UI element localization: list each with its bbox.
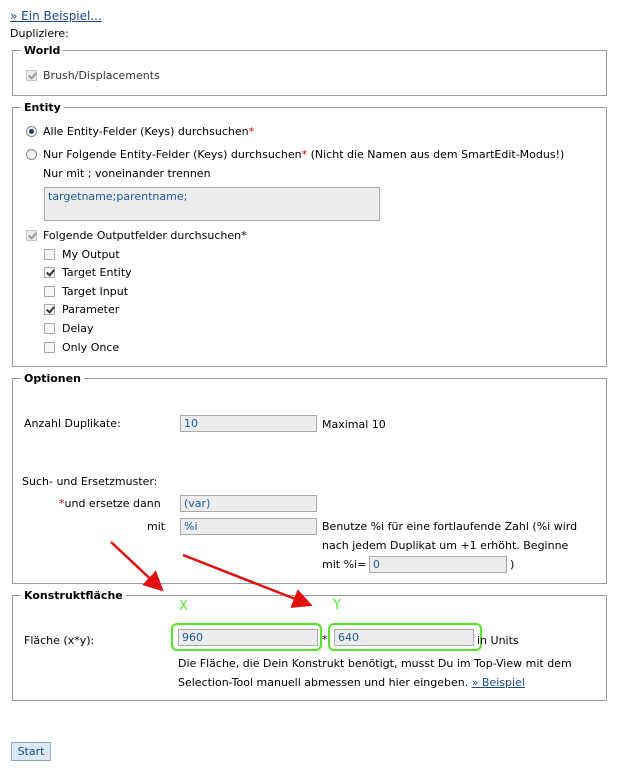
with-hint-line1: Benutze %i für eine fortlaufende Zahl (%i wird bbox=[322, 520, 578, 533]
close-paren: ) bbox=[510, 558, 515, 571]
options-legend: Optionen bbox=[21, 372, 84, 385]
times-sign: * bbox=[322, 633, 328, 646]
radio-all-label: Alle Entity-Felder (Keys) durchsuchen* bbox=[43, 125, 255, 138]
construct-hint-line1: Die Fläche, die Dein Konstrukt benötigt, musst Du im Top-View mit dem bbox=[178, 657, 572, 670]
arrow-to-x bbox=[111, 542, 160, 588]
arrow-to-y bbox=[183, 555, 308, 604]
construct-legend: Konstruktfläche bbox=[21, 589, 126, 602]
world-legend: World bbox=[21, 44, 63, 57]
output-label-target-input: Target Input bbox=[62, 285, 129, 298]
construct-hint-line2: Selection-Tool manuell abmessen und hier eingeben. » Beispiel bbox=[178, 676, 525, 689]
count-max: Maximal 10 bbox=[322, 418, 386, 431]
area-x-input[interactable]: 960 bbox=[178, 629, 318, 646]
with-hint-line2: nach jedem Duplikat um +1 erhöht. Beginne bbox=[322, 539, 569, 552]
entity-legend: Entity bbox=[21, 101, 64, 114]
brush-label: Brush/Displacements bbox=[43, 69, 160, 82]
count-input[interactable]: 10 bbox=[180, 415, 317, 432]
with-input[interactable]: %i bbox=[180, 518, 317, 535]
replace-input[interactable]: (var) bbox=[180, 495, 317, 512]
output-label-only-once: Only Once bbox=[62, 341, 120, 354]
replace-label: *und ersetze dann bbox=[59, 497, 161, 510]
start-button[interactable]: Start bbox=[11, 742, 51, 761]
count-label: Anzahl Duplikate: bbox=[24, 417, 121, 430]
keys-textarea[interactable]: targetname;parentname; bbox=[44, 187, 380, 221]
output-fields-label: Folgende Outputfelder durchsuchen* bbox=[43, 229, 247, 242]
output-label-parameter: Parameter bbox=[62, 303, 120, 316]
duplicate-label: Dupliziere: bbox=[10, 27, 69, 40]
radio-only-label: Nur Folgende Entity-Felder (Keys) durchsuchen* (Nicht die Namen aus dem SmartEdit-Modus!) bbox=[43, 148, 565, 161]
area-label: Fläche (x*y): bbox=[24, 634, 95, 647]
output-label-my-output: My Output bbox=[62, 248, 120, 261]
annotation-y-label: Y bbox=[333, 598, 341, 613]
start-value-input[interactable]: 0 bbox=[369, 556, 507, 573]
example-link-top[interactable]: » Ein Beispiel... bbox=[10, 9, 102, 23]
with-label: mit bbox=[147, 520, 166, 533]
separator-hint: Nur mit ; voneinander trennen bbox=[43, 167, 211, 180]
pattern-label: Such- und Ersetzmuster: bbox=[22, 475, 158, 488]
annotation-x-label: X bbox=[179, 599, 188, 614]
example-link-construct[interactable]: » Beispiel bbox=[471, 676, 525, 689]
output-label-target-entity: Target Entity bbox=[62, 266, 132, 279]
output-label-delay: Delay bbox=[62, 322, 94, 335]
area-y-input[interactable]: 640 bbox=[334, 629, 474, 646]
units-label: in Units bbox=[477, 634, 519, 647]
with-hint-line3: mit %i= bbox=[322, 558, 367, 571]
